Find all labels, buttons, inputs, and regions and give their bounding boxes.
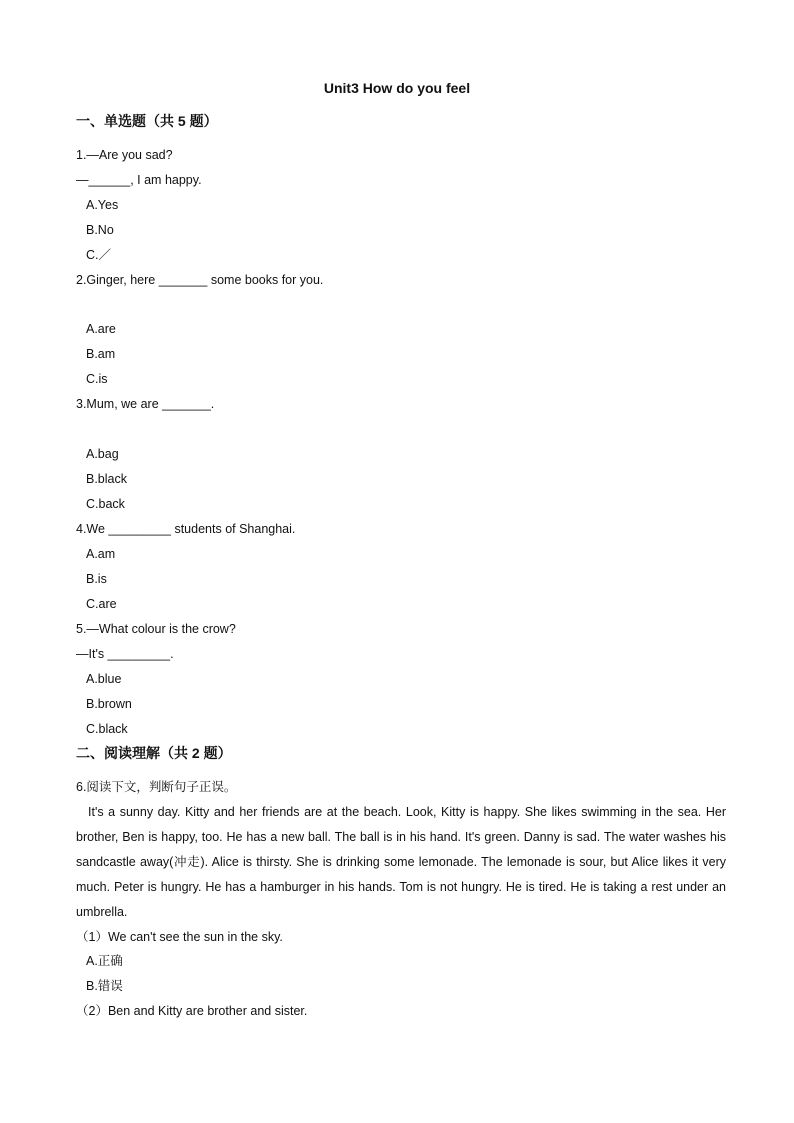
question-1-stem: 1.—Are you sad?: [76, 148, 173, 162]
question-4-option-a[interactable]: A.am: [86, 547, 116, 561]
question-5-option-a[interactable]: A.blue: [86, 672, 122, 686]
question-1-stem-reply: —______, I am happy.: [76, 173, 202, 187]
question-6-sub-2-stem: （2）Ben and Kitty are brother and sister.: [76, 1004, 308, 1018]
question-2-stem: 2.Ginger, here _______ some books for you.: [76, 273, 324, 287]
question-5-stem-reply: —It's _________.: [76, 647, 174, 661]
question-4-option-c[interactable]: C.are: [86, 597, 117, 611]
reading-passage: It's a sunny day. Kitty and her friends are at the beach. Look, Kitty is happy. She likes swimming in the sea. Her brother, Ben is happy, too. He has a new ball. The ball is in his hand. It's green. Danny is sad. The water washes his sandcastle away(冲走). Alice is thirsty. She is drinking some lemonade. The lemonade is sour, but Alice likes it very much. Peter is hungry. He has a hamburger in his hands. Tom is not hungry. He is tired. He is taking a rest under an umbrella.: [76, 805, 726, 919]
question-6-instruction: 6.阅读下文，判断句子正误。: [76, 780, 237, 794]
section-heading-single-choice: 一、单选题（共 5 题）: [76, 113, 218, 129]
question-6-sub-1-option-a[interactable]: A.正确: [86, 954, 123, 968]
page-title: Unit3 How do you feel: [323, 80, 471, 96]
question-3-option-a[interactable]: A.bag: [86, 447, 119, 461]
section-heading-reading: 二、阅读理解（共 2 题）: [76, 745, 232, 761]
question-1-option-b[interactable]: B.No: [86, 223, 114, 237]
question-5-stem: 5.—What colour is the crow?: [76, 622, 236, 636]
question-5-option-b[interactable]: B.brown: [86, 697, 132, 711]
question-3-option-b[interactable]: B.black: [86, 472, 127, 486]
question-5-option-c[interactable]: C.black: [86, 722, 128, 736]
question-2-option-a[interactable]: A.are: [86, 322, 116, 336]
question-2-option-b[interactable]: B.am: [86, 347, 116, 361]
question-4-stem: 4.We _________ students of Shanghai.: [76, 522, 296, 536]
question-1-option-c[interactable]: C.／: [86, 248, 112, 262]
question-4-option-b[interactable]: B.is: [86, 572, 107, 586]
question-6-sub-1-option-b[interactable]: B.错误: [86, 979, 123, 993]
question-1-option-a[interactable]: A.Yes: [86, 198, 119, 212]
question-2-option-c[interactable]: C.is: [86, 372, 108, 386]
question-3-stem: 3.Mum, we are _______.: [76, 397, 215, 411]
question-6-sub-1-stem: （1）We can't see the sun in the sky.: [76, 930, 283, 944]
question-3-option-c[interactable]: C.back: [86, 497, 125, 511]
